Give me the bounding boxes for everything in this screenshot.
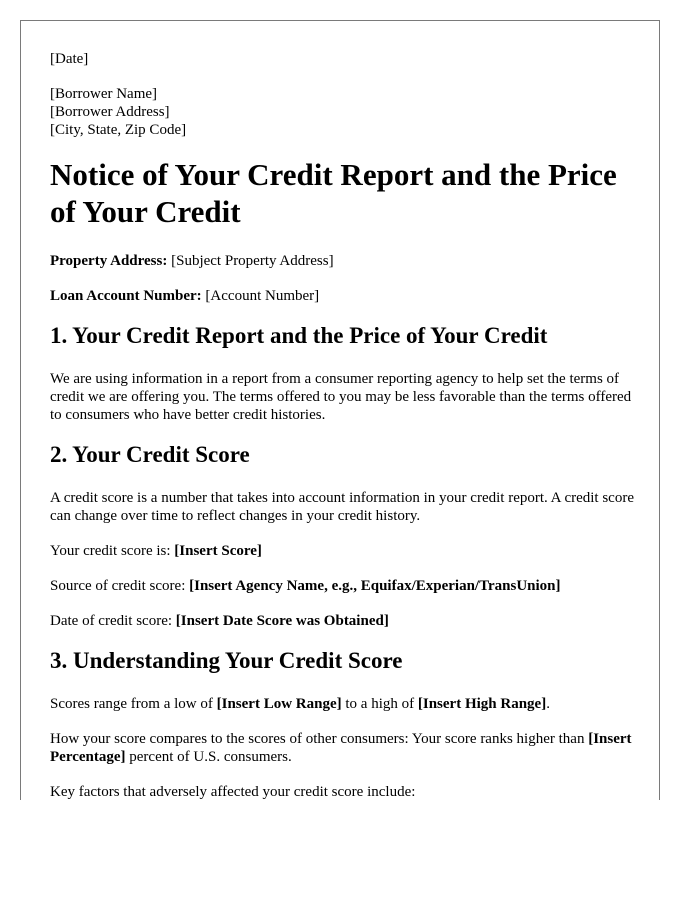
credit-score-label: Your credit score is:: [50, 543, 175, 559]
section-2-heading: 2. Your Credit Score: [50, 442, 250, 467]
score-range-middle: to a high of: [341, 696, 418, 712]
score-source-label: Source of credit score:: [50, 578, 190, 594]
property-address-value: [Subject Property Address]: [171, 253, 334, 269]
score-date-value: [Insert Date Score was Obtained]: [175, 613, 389, 629]
key-factors-intro: Key factors that adversely affected your credit score include:: [50, 784, 416, 800]
score-range-low: [Insert Low Range]: [216, 696, 342, 712]
loan-account-line: [50, 287, 635, 305]
borrower-city-state-zip: [City, State, Zip Code]: [50, 122, 187, 138]
score-source-value: [Insert Agency Name, e.g., Equifax/Experian/TransUnion]: [189, 578, 561, 594]
score-comparison-suffix: percent of U.S. consumers.: [125, 749, 292, 765]
credit-score-line: [50, 542, 635, 560]
borrower-address-block: [50, 85, 635, 139]
borrower-name: [Borrower Name]: [50, 86, 158, 102]
score-date-line: [50, 612, 635, 630]
letter-page: [20, 20, 660, 800]
section-1-heading: 1. Your Credit Report and the Price of Your Credit: [50, 323, 548, 348]
date-line: [Date]: [50, 51, 89, 67]
property-address-line: [50, 252, 635, 270]
page-title: Notice of Your Credit Report and the Price of Your Credit: [50, 157, 617, 229]
credit-score-value: [Insert Score]: [174, 543, 262, 559]
property-address-label: Property Address:: [50, 253, 168, 269]
score-source-line: [50, 577, 635, 595]
section-1-body: We are using information in a report from a consumer reporting agency to help set the terms of credit we are offering you. The terms offered to you may be less favorable than the terms offered to consumers who have better credit histories.: [50, 371, 632, 423]
loan-account-value: [Account Number]: [205, 288, 320, 304]
score-comparison-line: [50, 730, 635, 766]
letter-content: [50, 50, 635, 800]
score-date-label: Date of credit score:: [50, 613, 176, 629]
score-range-suffix: .: [546, 696, 550, 712]
section-3-heading: 3. Understanding Your Credit Score: [50, 648, 403, 673]
score-range-high: [Insert High Range]: [417, 696, 547, 712]
score-comparison-value: [Insert Percentage]: [50, 731, 632, 765]
score-range-line: [50, 695, 635, 713]
borrower-address: [Borrower Address]: [50, 104, 170, 120]
section-2-body: A credit score is a number that takes into account information in your credit report. A credit score can change over time to reflect changes in your credit history.: [50, 490, 634, 524]
loan-account-label: Loan Account Number:: [50, 288, 202, 304]
score-comparison-prefix: How your score compares to the scores of other consumers: Your score ranks higher than: [50, 731, 589, 747]
score-range-prefix: Scores range from a low of: [50, 696, 217, 712]
